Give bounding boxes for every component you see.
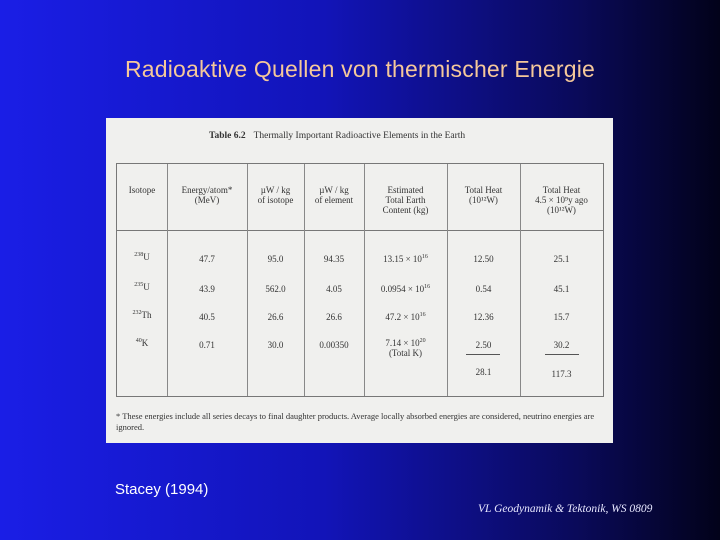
content-cell: $47.2 \times 10^{16}$	[385, 312, 426, 322]
table-cell: 4.05	[326, 284, 342, 294]
header-divider	[117, 230, 603, 231]
table-cell: 0.71	[199, 340, 215, 350]
source-citation: Stacey (1994)	[115, 481, 209, 498]
header-total-heat-past: Total Heat 4.5 × 10⁹y ago (10¹²W)	[535, 185, 588, 215]
content-cell: $7.14 \times 10^{20}$ (Total K)	[385, 338, 426, 358]
header-uw-isotope: µW / kg of isotope	[257, 185, 294, 205]
header-total-heat: Total Heat (10¹²W)	[464, 185, 503, 205]
table-cell: 12.50	[473, 254, 494, 264]
table-cell: 30.0	[267, 340, 284, 350]
total-heat-now: 28.1	[475, 367, 492, 377]
isotope-cell: $^{235}$U	[134, 282, 150, 292]
isotope-cell: $^{40}$K	[135, 338, 149, 348]
table-cell: 12.36	[473, 312, 494, 322]
table-footnote: * These energies include all series decays to final daughter products. Average locally absorbed energies are considered, neutrino energies are ignored.	[116, 411, 595, 432]
table-cell: 30.2	[553, 340, 570, 350]
sum-rule	[466, 354, 500, 355]
slide-footer: VL Geodynamik & Tektonik, WS 0809	[478, 503, 653, 515]
table-cell: 45.1	[553, 284, 570, 294]
isotope-cell: $^{232}$Th	[132, 310, 152, 320]
sum-rule	[545, 354, 579, 355]
table-cell: 43.9	[199, 284, 215, 294]
header-uw-element: µW / kg of element	[314, 185, 354, 205]
table-cell: 0.00350	[319, 340, 349, 350]
header-content: Estimated Total Earth Content (kg)	[382, 185, 429, 215]
table-cell: 47.7	[199, 254, 215, 264]
table-number: Table 6.2	[209, 131, 246, 141]
header-energy: Energy/atom* (MeV)	[181, 185, 233, 205]
total-heat-past: 117.3	[551, 369, 572, 379]
table-cell: 26.6	[267, 312, 284, 322]
content-cell: $13.15 \times 10^{16}$	[383, 254, 428, 264]
table-caption-text: Thermally Important Radioactive Elements in the Earth	[253, 131, 466, 141]
table-cell: 94.35	[323, 254, 345, 264]
data-table	[116, 163, 604, 397]
table-image	[106, 118, 613, 443]
table-caption	[209, 131, 465, 141]
table-cell: 26.6	[326, 312, 342, 322]
table-cell: 25.1	[553, 254, 570, 264]
table-cell: 2.50	[475, 340, 492, 350]
table-cell: 0.54	[475, 284, 492, 294]
table-cell: 562.0	[265, 284, 286, 294]
table-cell: 40.5	[199, 312, 215, 322]
table-cell: 95.0	[267, 254, 284, 264]
header-isotope: Isotope	[128, 185, 156, 195]
table-cell: 15.7	[553, 312, 570, 322]
isotope-cell: $^{238}$U	[134, 252, 150, 262]
content-cell: $0.0954 \times 10^{16}$	[380, 284, 431, 294]
slide-title: Radioaktive Quellen von thermischer Energie	[124, 56, 596, 82]
